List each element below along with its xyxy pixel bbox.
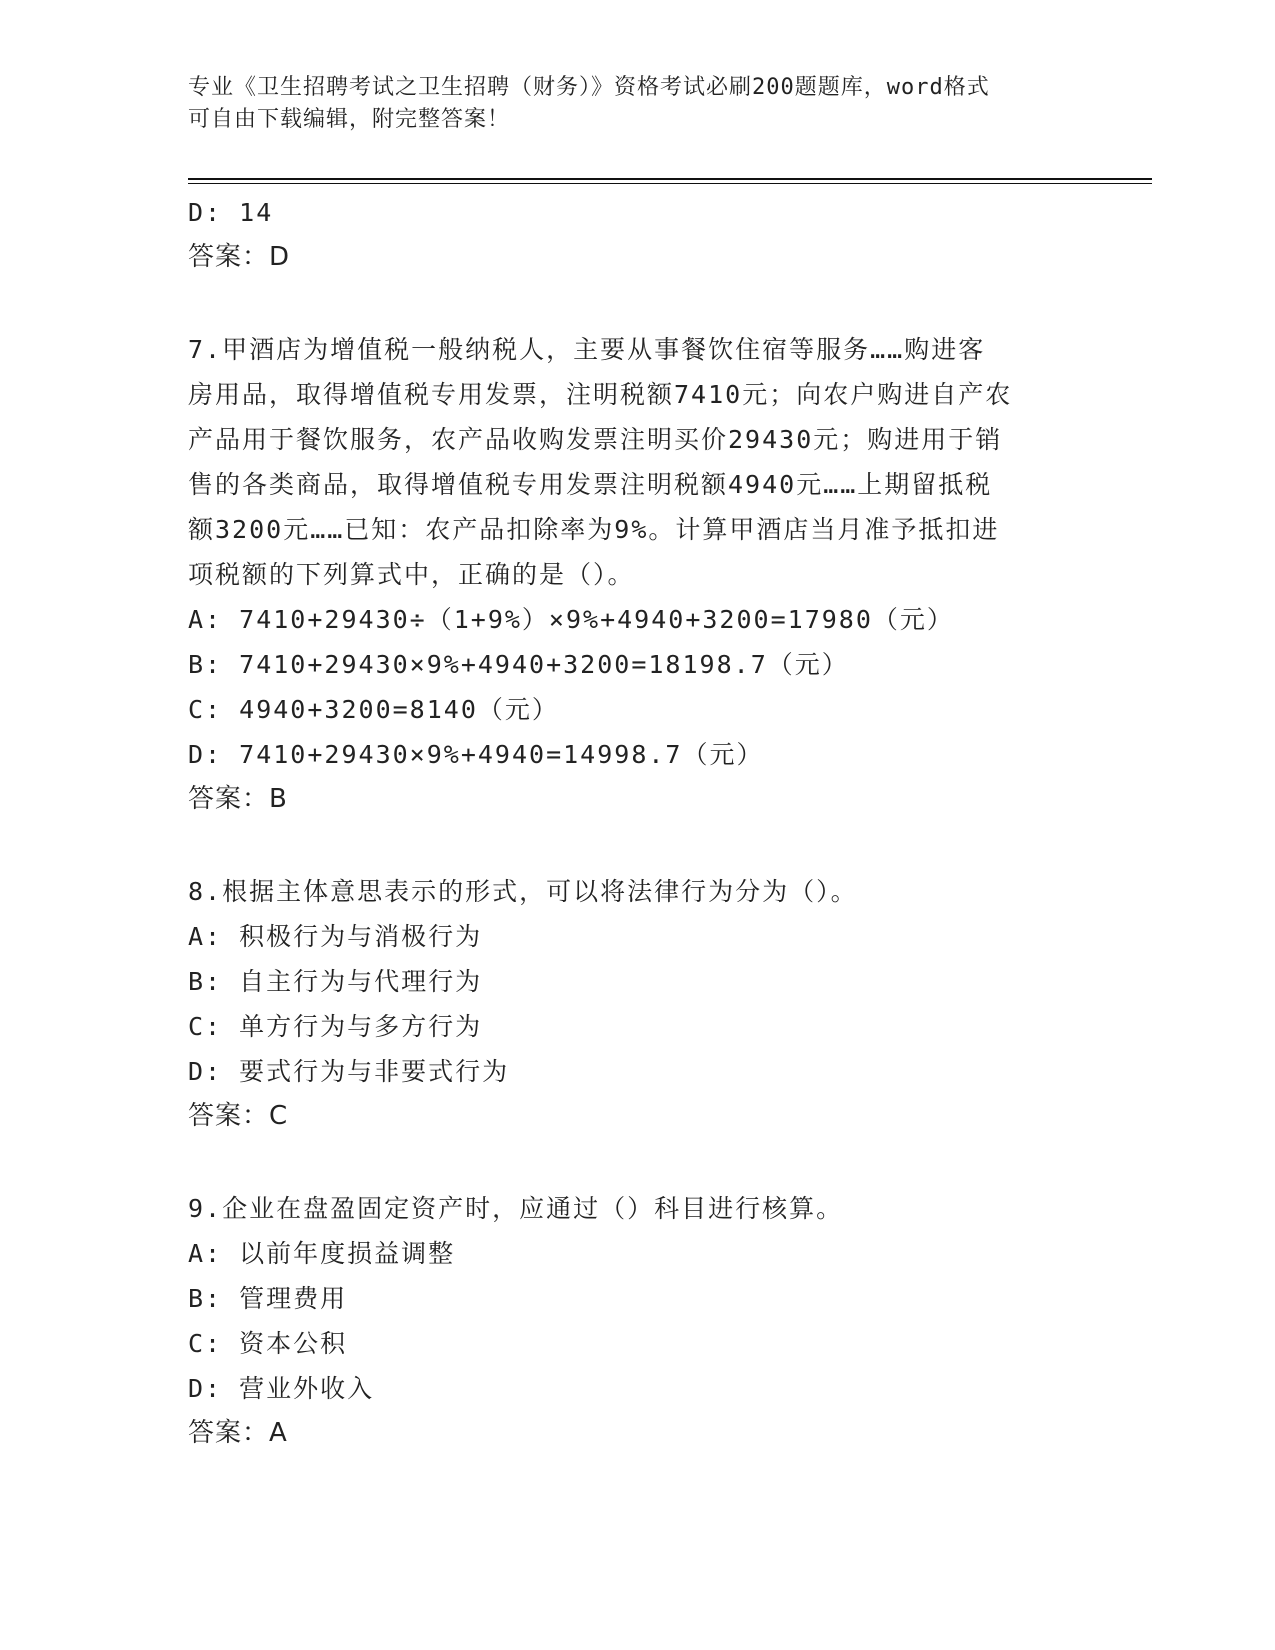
prev-answer: 答案：D [188,242,291,272]
q7-answer: 答案：B [188,784,288,814]
q9-option-c: C: 资本公积 [188,1329,348,1358]
document-header [188,72,1068,136]
header-line-2: 可自由下载编辑，附完整答案！ [188,107,511,132]
question-7 [188,327,1088,822]
question-9 [188,1186,1088,1456]
spacer [188,822,1088,869]
q8-stem: 8.根据主体意思表示的形式，可以将法律行为分为（）。 [188,877,858,906]
q7-stem-line: 额3200元……已知：农产品扣除率为9%。计算甲酒店当月准予抵扣进 [188,515,1000,544]
q7-stem-line: 7.甲酒店为增值税一般纳税人，主要从事餐饮住宿等服务……购进客 [188,335,986,364]
question-8 [188,869,1088,1139]
q9-option-d: D: 营业外收入 [188,1374,375,1403]
spacer [188,1139,1088,1186]
q7-stem-line: 产品用于餐饮服务，农产品收购发票注明买价29430元；购进用于销 [188,425,1003,454]
q8-answer: 答案：C [188,1101,289,1131]
header-rule-thin [188,183,1152,184]
q7-option-a: A: 7410+29430÷（1+9%）×9%+4940+3200=17980（元） [188,605,954,634]
q9-answer: 答案：A [188,1418,288,1448]
q9-option-b: B: 管理费用 [188,1284,348,1313]
q7-stem-line: 房用品，取得增值税专用发票，注明税额7410元；向农户购进自产农 [188,380,1013,409]
q7-option-c: C: 4940+3200=8140（元） [188,695,559,724]
prev-option-d: D: 14 [188,198,274,227]
q8-option-a: A: 积极行为与消极行为 [188,922,483,951]
spacer [188,280,1088,327]
q7-stem-line: 售的各类商品，取得增值税专用发票注明税额4940元……上期留抵税 [188,470,993,499]
q7-option-b: B: 7410+29430×9%+4940+3200=18198.7（元） [188,650,849,679]
q7-option-d: D: 7410+29430×9%+4940=14998.7（元） [188,740,764,769]
q9-stem: 9.企业在盘盈固定资产时，应通过（）科目进行核算。 [188,1194,844,1223]
q8-option-b: B: 自主行为与代理行为 [188,967,483,996]
questions-content [188,190,1088,1456]
header-line-1: 专业《卫生招聘考试之卫生招聘（财务）》资格考试必刷200题题库，word格式 [188,75,990,100]
q9-option-a: A: 以前年度损益调整 [188,1239,456,1268]
header-rule-thick [188,178,1152,180]
q8-option-c: C: 单方行为与多方行为 [188,1012,483,1041]
q8-option-d: D: 要式行为与非要式行为 [188,1057,510,1086]
q7-stem-line: 项税额的下列算式中，正确的是（）。 [188,560,635,589]
